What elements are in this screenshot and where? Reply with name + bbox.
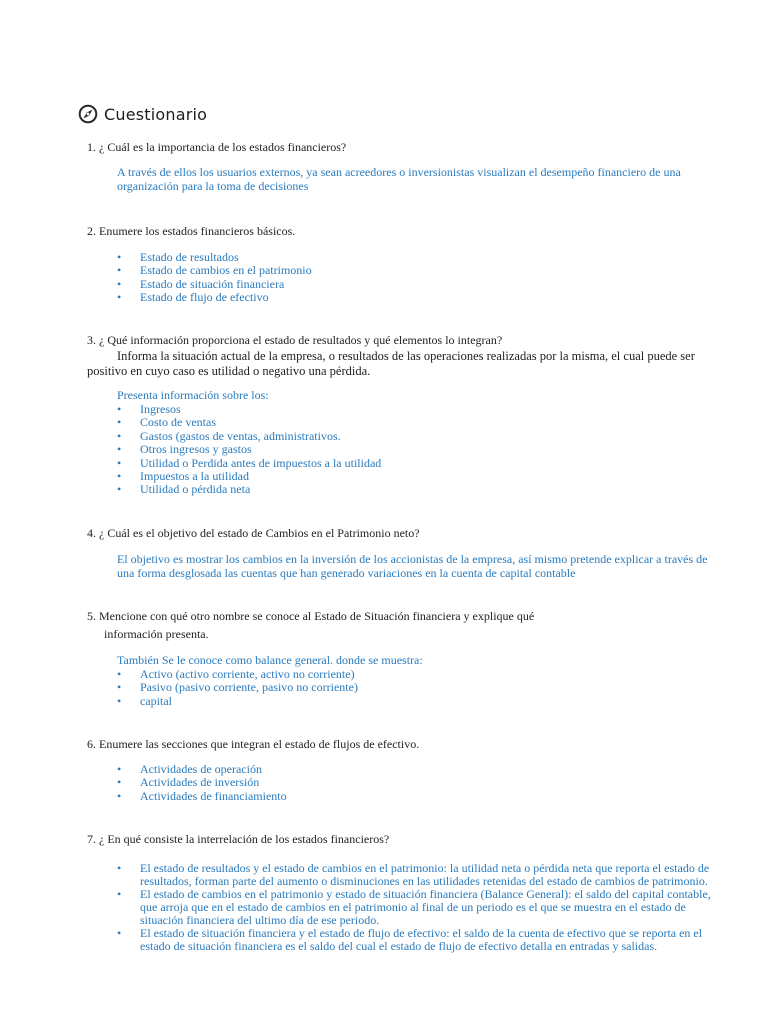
- list-item: • Otros ingresos y gastos: [117, 443, 722, 456]
- answer-5-intro: También Se le conoce como balance general. donde se muestra:: [117, 653, 423, 667]
- question-6: 6. Enumere las secciones que integran el estado de flujos de efectivo.: [87, 737, 420, 751]
- question-2: 2. Enumere los estados financieros básicos.: [87, 224, 296, 238]
- answer-4: El objetivo es mostrar los cambios en la inversión de los accionistas de la empresa, así mismo pretende explicar a través de una forma desglosada las cuentas que han generado variaciones en la cuenta de capital contable: [117, 552, 708, 580]
- list-item: • Estado de flujo de efectivo: [117, 291, 722, 304]
- list-item: • Actividades de financiamiento: [117, 790, 722, 803]
- question-7: 7. ¿ En qué consiste la interrelación de los estados financieros?: [87, 832, 390, 846]
- answer-5-list: [117, 668, 722, 708]
- list-item: • Estado de cambios en el patrimonio: [117, 264, 722, 277]
- list-item: • Estado de resultados: [117, 251, 722, 264]
- question-4: 4. ¿ Cuál es el objetivo del estado de Cambios en el Patrimonio neto?: [87, 526, 420, 540]
- list-item: • Activo (activo corriente, activo no corriente): [117, 668, 722, 681]
- answer-1: A través de ellos los usuarios externos, ya sean acreedores o inversionistas visualizan el desempeño financiero de una organización para la toma de decisiones: [117, 165, 681, 193]
- question-1: 1. ¿ Cuál es la importancia de los estados financieros?: [87, 140, 347, 154]
- list-item: • Gastos (gastos de ventas, administrativos.: [117, 430, 722, 443]
- page-title: Cuestionario: [104, 104, 208, 124]
- answer-6-list: [117, 763, 722, 803]
- list-item: • Utilidad o pérdida neta: [117, 483, 722, 496]
- list-item: • Impuestos a la utilidad: [117, 470, 722, 483]
- section-header: [78, 104, 207, 124]
- compass-icon: [78, 104, 98, 124]
- question-3: 3. ¿ Qué información proporciona el estado de resultados y qué elementos lo integran?: [87, 333, 503, 347]
- answer-2-list: [117, 251, 722, 305]
- list-item: • Pasivo (pasivo corriente, pasivo no corriente): [117, 681, 722, 694]
- question-5-line-2: información presenta.: [104, 627, 209, 641]
- answer-3-list: [117, 403, 722, 497]
- list-item: • capital: [117, 695, 722, 708]
- answer-7-list: [117, 862, 722, 953]
- question-5-line-1: 5. Mencione con qué otro nombre se conoce al Estado de Situación financiera y explique qué: [87, 609, 535, 623]
- list-item: • Actividades de inversión: [117, 776, 722, 789]
- list-item: • Actividades de operación: [117, 763, 722, 776]
- list-item: • Estado de situación financiera: [117, 278, 722, 291]
- answer-3-intro: Presenta información sobre los:: [117, 388, 269, 402]
- list-item: • El estado de cambios en el patrimonio y estado de situación financiera (Balance General): el saldo del capital contable, que arroja que en el estado de cambios en el patrimonio al final de un periodo es el que se muestra en el estado de situación financiera del ultimo día de ese periodo.: [117, 888, 722, 927]
- answer-3: Informa la situación actual de la empresa, o resultados de las operaciones realizadas por la misma, el cual puede ser positivo en cuyo caso es utilidad o negativo una pérdida.: [87, 349, 695, 378]
- list-item: • Ingresos: [117, 403, 722, 416]
- list-item: • Costo de ventas: [117, 416, 722, 429]
- list-item: • El estado de situación financiera y el estado de flujo de efectivo: el saldo de la cuenta de efectivo que se reporta en el estado de situación financiera es el saldo del cual el estado de flujo de efectivo detalla en entradas y salidas.: [117, 927, 722, 953]
- list-item: • El estado de resultados y el estado de cambios en el patrimonio: la utilidad neta o pérdida neta que reporta el estado de resultados, forman parte del aumento o disminuciones en las utilidades retenidas del estado de cambios de patrimonio.: [117, 862, 722, 888]
- list-item: • Utilidad o Perdida antes de impuestos a la utilidad: [117, 457, 722, 470]
